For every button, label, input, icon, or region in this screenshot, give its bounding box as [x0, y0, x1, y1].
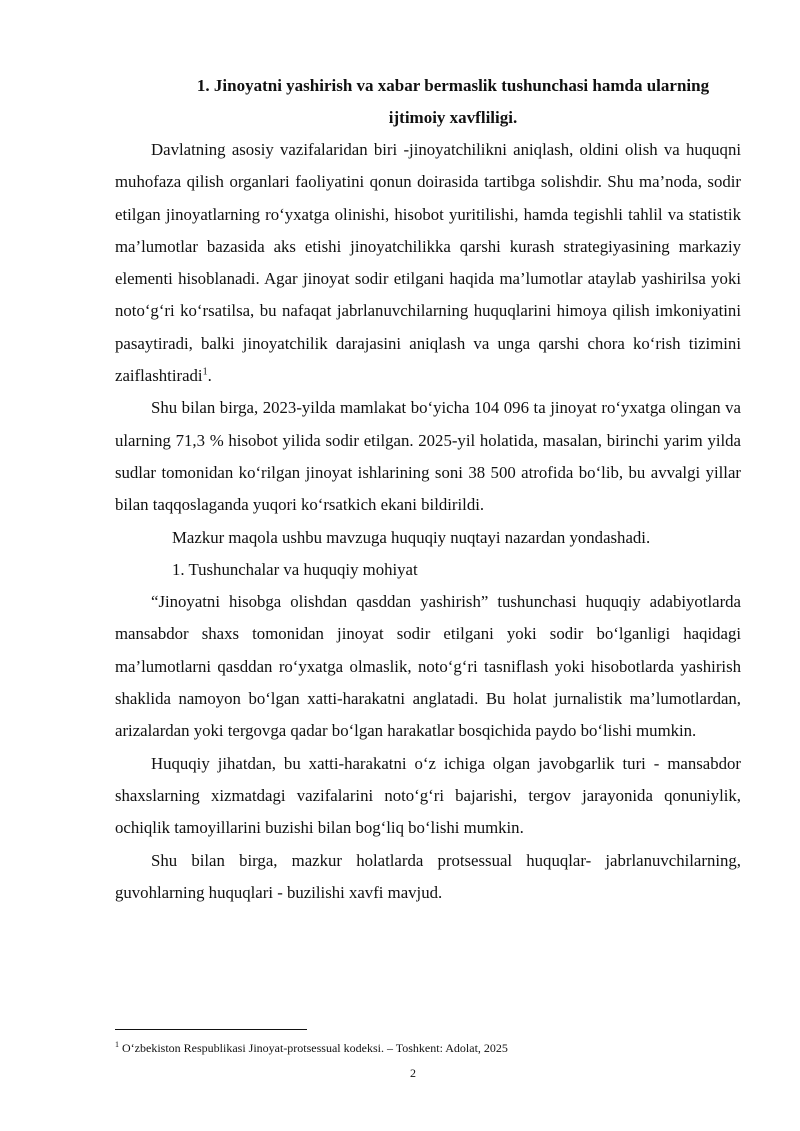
- section-title: [115, 70, 741, 134]
- paragraph-intro: Davlatning asosiy vazifalaridan biri -jinoyatchilikni aniqlash, oldini olish va huquqni muhofaza qilish organlari faoliyatini qonun doirasida tartibga solishdir. Shu ma’noda, sodir etilgan jinoyatlarning ro‘yxatga olinishi, hisobot yuritilishi, hamda tegishli tahlil va statistik ma’lumotlar bazasida aks etishi jinoyatchilikka qarshi kurash strategiyasining markaziy elementi hisoblanadi. Agar jinoyat sodir etilgani haqida ma’lumotlar ataylab yashirilsa yoki noto‘g‘ri ko‘rsatilsa, bu nafaqat jabrlanuvchilarning huquqlarini himoya qilish imkoniyatini pasaytiradi, balki jinoyatchilik darajasini aniqlash va unga qarshi chora ko‘rish tizimini zaiflashtiradi$^1$.: [115, 140, 741, 386]
- paragraph-legal-aspect: Huquqiy jihatdan, bu xatti-harakatni o‘z ichiga olgan javobgarlik turi - mansabdor shaxslarning xizmatdagi vazifalarini noto‘g‘ri bajarishi, tergov jarayonida qonuniylik, ochiqlik tamoyillarini buzishi bilan bog‘liq bo‘lishi mumkin.: [115, 753, 741, 838]
- paragraph-intro-text: Davlatning asosiy vazifalaridan biri -jinoyatchilikni aniqlash, oldini olish va huquqni muhofaza qilish organlari faoliyatini qonun doirasida tartibga solishdir. Shu ma’noda, sodir etilgan jinoyatlarning ro‘yxatga olinishi, hisobot yuritilishi, hamda tegishli tahlil va statistik ma’lumotlar bazasida aks etishi jinoyatchilikka qarshi kurash strategiyasining markaziy elementi hisoblanadi. Agar jinoyat sodir etilgani haqida ma’lumotlar ataylab yashirilsa yoki noto‘g‘ri ko‘rsatilsa, bu nafaqat jabrlanuvchilarning huquqlarini himoya qilish imkoniyatini pasaytiradi, balki jinoyatchilik darajasini aniqlash va unga qarshi chora ko‘rish tizimini zaiflashtiradi: [115, 140, 741, 386]
- paragraph-statistics: Shu bilan birga, 2023-yilda mamlakat bo‘yicha 104 096 ta jinoyat ro‘yxatga olingan va ularning 71,3 % hisobot yilida sodir etilgan. 2025-yil holatida, masalan, birinchi yarim yilda sudlar tomonidan ko‘rilgan jinoyat ishlarining soni 38 500 atrofida bo‘lib, bu avvalgi yillar bilan taqqoslaganda yuqori ko‘rsatkich ekani bildirildi.: [115, 398, 741, 515]
- section-title-line-2: ijtimoiy xavfliligi.: [388, 108, 518, 127]
- paragraph-approach: Mazkur maqola ushbu mavzuga huquqiy nuqtayi nazardan yondashadi.: [172, 527, 651, 547]
- page-number: 2: [410, 1066, 416, 1080]
- footnote-divider: [115, 1029, 307, 1030]
- paragraph-procedural-rights: Shu bilan birga, mazkur holatlarda protsessual huquqlar- jabrlanuvchilarning, guvohlarning huquqlari - buzilishi xavfi mavjud.: [115, 850, 741, 902]
- footnote-text: O‘zbekiston Respublikasi Jinoyat-protsessual kodeksi. – Toshkent: Adolat, 2025: [122, 1041, 508, 1055]
- footnote-reference[interactable]: 1: [202, 366, 208, 378]
- paragraph-definition: “Jinoyatni hisobga olishdan qasddan yashirish” tushunchasi huquqiy adabiyotlarda mansabdor shaxs tomonidan jinoyat sodir etilgani yoki sodir bo‘lganligi haqidagi ma’lumotlarni qasddan ro‘yxatga olmaslik, noto‘g‘ri tasniflash yoki hisobotlarda yashirish shaklida namoyon bo‘lgan xatti-harakatni anglatadi. Bu holat jurnalistik ma’lumotlardan, arizalardan yoki tergovga qadar bo‘lgan harakatlar bosqichida paydo bo‘lishi mumkin.: [115, 592, 741, 741]
- footnote-marker: 1: [115, 1040, 119, 1049]
- section-title-line-1: 1. Jinoyatni yashirish va xabar bermaslik tushunchasi hamda ularning: [196, 76, 710, 95]
- document-body: [115, 70, 741, 909]
- subsection-heading: 1. Tushunchalar va huquqiy mohiyat: [172, 559, 418, 579]
- footnote: [115, 1040, 508, 1056]
